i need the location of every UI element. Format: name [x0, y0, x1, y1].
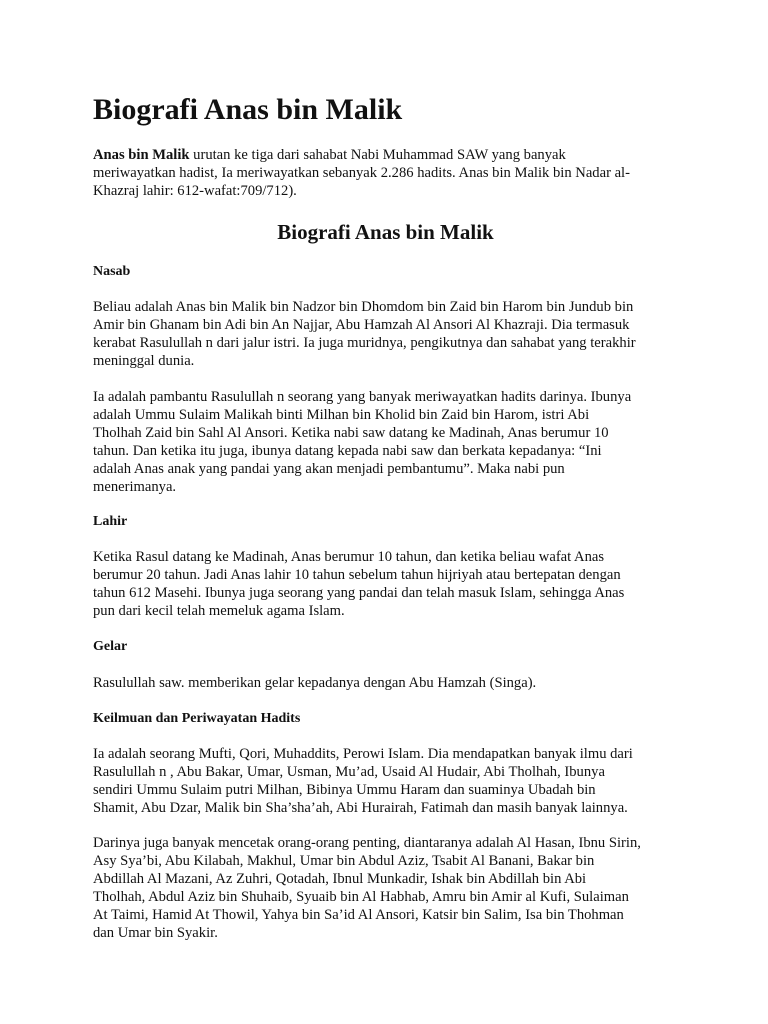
- text-line: Beliau adalah Anas bin Malik bin Nadzor bin Dhomdom bin Zaid bin Harom bin Jundub bin: [93, 299, 634, 315]
- nasab-paragraph-2: [93, 388, 678, 496]
- intro-paragraph: [93, 146, 678, 200]
- nasab-paragraph-1: [93, 298, 678, 370]
- keilmuan-paragraph-2: [93, 834, 678, 942]
- text-line: Rasulullah saw. memberikan gelar kepadanya dengan Abu Hamzah (Singa).: [93, 675, 537, 691]
- text-line: dan Umar bin Syakir.: [93, 925, 218, 941]
- text-line: Ketika Rasul datang ke Madinah, Anas berumur 10 tahun, dan ketika beliau wafat Anas: [93, 549, 605, 565]
- text-line: Ia adalah seorang Mufti, Qori, Muhaddits, Perowi Islam. Dia mendapatkan banyak ilmu dari: [93, 746, 633, 762]
- text-line: At Taimi, Hamid At Thowil, Yahya bin Sa’id Al Ansori, Katsir bin Salim, Isa bin Thohman: [93, 907, 624, 923]
- text-line: Asy Sya’bi, Abu Kilabah, Makhul, Umar bin Abdul Aziz, Tsabit Al Banani, Bakar bin: [93, 853, 595, 869]
- gelar-paragraph: [93, 674, 678, 692]
- heading-lahir: Lahir: [93, 514, 128, 529]
- text-line: Tholhah Zaid bin Sahl Al Ansori. Ketika nabi saw datang ke Madinah, Anas berumur 10: [93, 425, 609, 441]
- text-line: menerimanya.: [93, 479, 177, 495]
- text-line: berumur 20 tahun. Jadi Anas lahir 10 tahun sebelum tahun hijriyah atau bertepatan dengan: [93, 567, 621, 583]
- heading-keilmuan: Keilmuan dan Periwayatan Hadits: [93, 711, 301, 726]
- text-line: pun dari kecil telah memeluk agama Islam.: [93, 603, 345, 619]
- heading-nasab: Nasab: [93, 264, 131, 279]
- intro-line-1-rest: urutan ke tiga dari sahabat Nabi Muhammad SAW yang banyak: [189, 147, 566, 163]
- intro-line-1: [93, 146, 678, 164]
- text-line: adalah Ummu Sulaim Malikah binti Milhan bin Kholid bin Zaid bin Harom, istri Abi: [93, 407, 590, 423]
- keilmuan-paragraph-1: [93, 745, 678, 817]
- lahir-paragraph: [93, 548, 678, 620]
- text-line: tahun 612 Masehi. Ibunya juga seorang yang pandai dan telah masuk Islam, sehingga Anas: [93, 585, 625, 601]
- intro-line-3: Khazraj lahir: 612-wafat:709/712).: [93, 183, 297, 199]
- text-line: Amir bin Ghanam bin Adi bin An Najjar, Abu Hamzah Al Ansori Al Khazraji. Dia termasuk: [93, 317, 630, 333]
- text-line: Ia adalah pambantu Rasulullah n seorang yang banyak meriwayatkan hadits darinya. Ibunya: [93, 389, 632, 405]
- intro-line-2: meriwayatkan hadist, Ia meriwayatkan sebanyak 2.286 hadits. Anas bin Malik bin Nadar al-: [93, 165, 630, 181]
- text-line: kerabat Rasulullah n dari jalur istri. Ia juga muridnya, pengikutnya dan sahabat yang terakhir: [93, 335, 636, 351]
- text-line: Abdillah Al Mazani, Az Zuhri, Qotadah, Ibnul Munkadir, Ishak bin Abdillah bin Abi: [93, 871, 587, 887]
- intro-bold-lead: Anas bin Malik: [93, 147, 190, 163]
- text-line: tahun. Dan ketika itu juga, ibunya datang kepada nabi saw dan berkata kepadanya: “Ini: [93, 443, 602, 459]
- section-title: Biografi Anas bin Malik: [277, 220, 494, 244]
- text-line: Shamit, Abu Dzar, Malik bin Sha’sha’ah, Abi Hurairah, Fatimah dan masih banyak lainnya.: [93, 800, 628, 816]
- text-line: meninggal dunia.: [93, 353, 195, 369]
- text-line: sendiri Ummu Sulaim putri Milhan, Bibinya Ummu Haram dan suaminya Ubadah bin: [93, 782, 596, 798]
- document-title: Biografi Anas bin Malik: [93, 93, 403, 126]
- heading-gelar: Gelar: [93, 639, 128, 654]
- text-line: Darinya juga banyak mencetak orang-orang penting, diantaranya adalah Al Hasan, Ibnu Sirin,: [93, 835, 641, 851]
- text-line: Rasulullah n , Abu Bakar, Umar, Usman, Mu’ad, Usaid Al Hudair, Abi Tholhah, Ibunya: [93, 764, 605, 780]
- text-line: adalah Anas anak yang pandai yang akan menjadi pembantumu”. Maka nabi pun: [93, 461, 565, 477]
- text-line: Tholhah, Abdul Aziz bin Shuhaib, Syuaib bin Al Habhab, Amru bin Amir al Kufi, Sulaiman: [93, 889, 629, 905]
